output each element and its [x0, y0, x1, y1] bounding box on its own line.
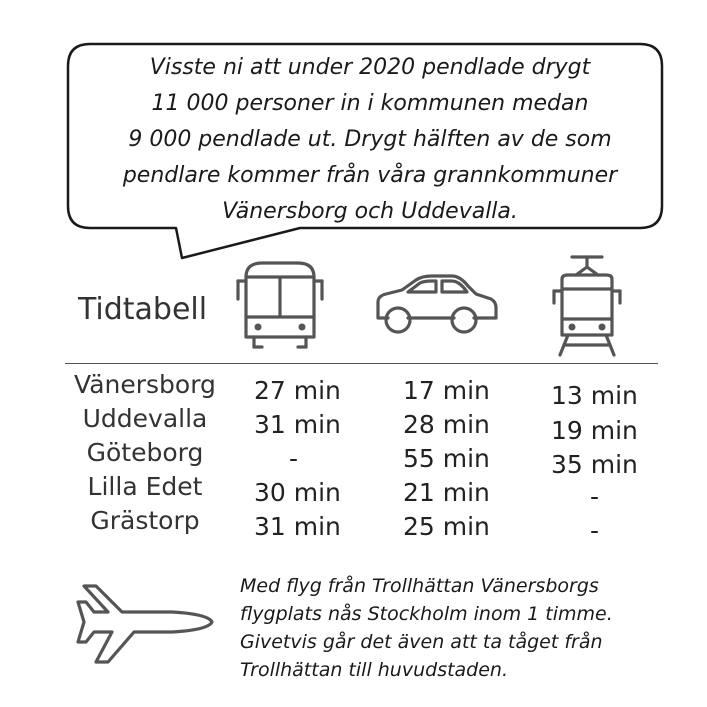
city-label: Vänersborg [74, 370, 216, 399]
city-label: Göteborg [86, 438, 204, 467]
city-label: Uddevalla [82, 404, 208, 433]
airplane-icon [72, 576, 222, 668]
bubble-line: Vänersborg och Uddevalla. [222, 199, 518, 224]
car-time: 25 min [403, 512, 490, 541]
train-time: 19 min [551, 416, 638, 445]
bubble-text [80, 50, 660, 230]
train-time: 13 min [551, 381, 638, 410]
flight-line: Givetvis går det även att ta tåget från [240, 631, 603, 653]
timetable-title: Tidtabell [78, 292, 208, 327]
bus-time: 31 min [254, 512, 341, 541]
table-divider [65, 363, 658, 364]
train-time: 35 min [551, 450, 638, 479]
bubble-line: 11 000 personer in i kommunen medan [151, 91, 589, 116]
city-label: Lilla Edet [87, 472, 203, 501]
flight-line: flygplats nås Stockholm inom 1 timme. [240, 603, 613, 625]
city-label: Grästorp [90, 506, 200, 535]
car-time: 55 min [403, 444, 490, 473]
car-icon [372, 272, 500, 338]
bus-time: - [289, 444, 299, 473]
bus-time: 31 min [254, 410, 341, 439]
train-time: - [590, 516, 600, 545]
bus-time: 30 min [254, 478, 341, 507]
train-time: - [590, 482, 600, 511]
bus-icon [232, 255, 327, 350]
car-time: 28 min [403, 410, 490, 439]
flight-line: Trollhättan till huvudstaden. [240, 659, 509, 681]
car-time: 21 min [403, 478, 490, 507]
bus-time: 27 min [254, 376, 341, 405]
flight-line: Med flyg från Trollhättan Vänersborgs [240, 575, 599, 597]
train-icon [542, 255, 632, 360]
flight-text [240, 572, 613, 684]
bubble-line: pendlare kommer från våra grannkommuner [122, 163, 618, 188]
car-time: 17 min [403, 376, 490, 405]
bubble-line: 9 000 pendlade ut. Drygt hälften av de som [128, 127, 612, 152]
bubble-line: Visste ni att under 2020 pendlade drygt [149, 55, 591, 80]
